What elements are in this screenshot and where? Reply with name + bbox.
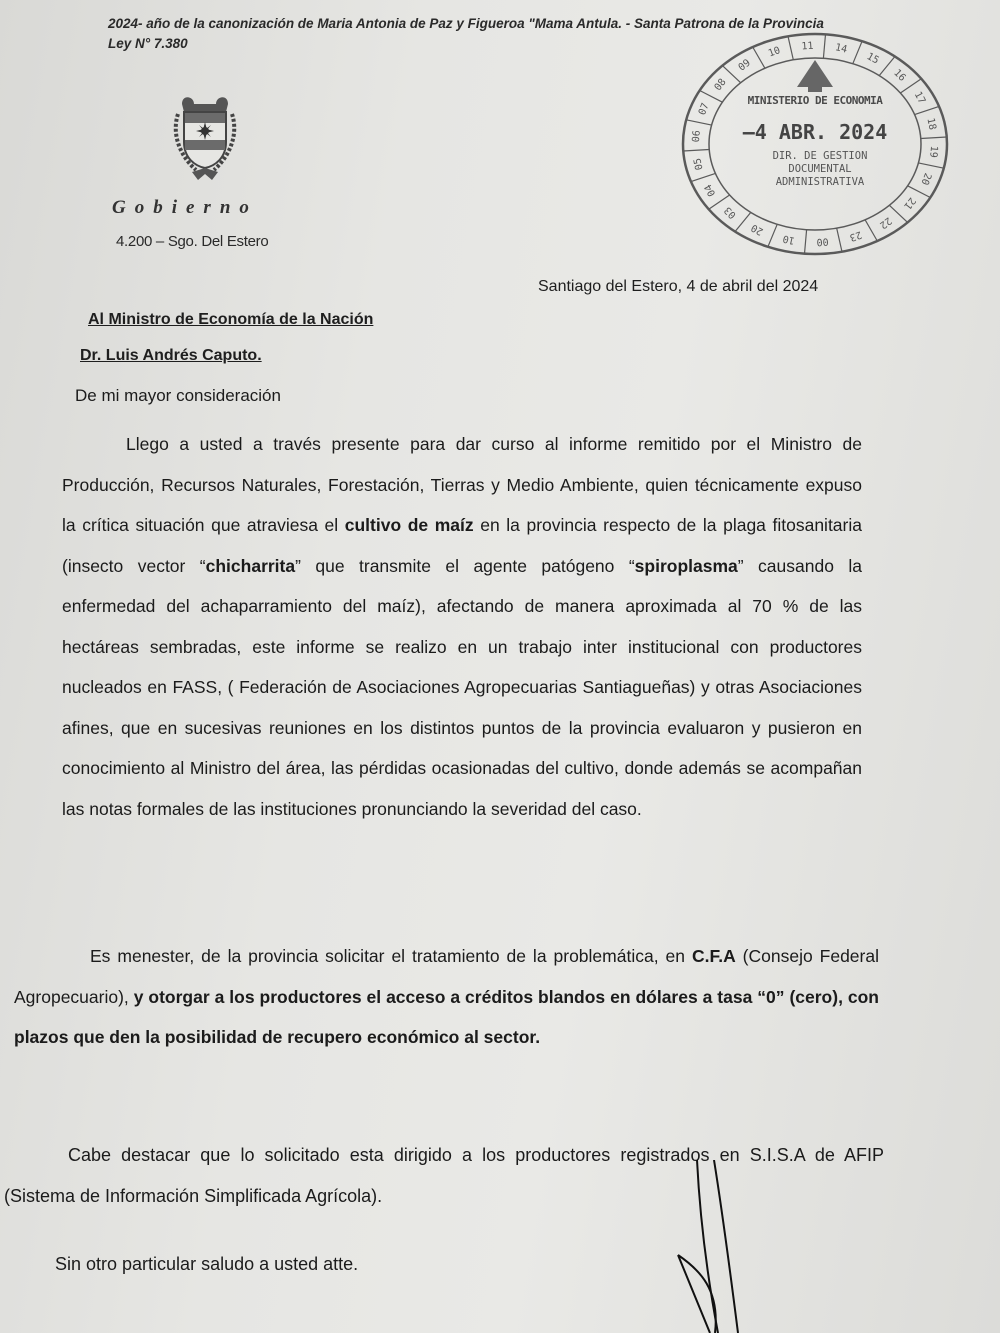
stamp-ring-divider bbox=[788, 36, 793, 60]
letter-date: Santiago del Estero, 4 de abril del 2024 bbox=[538, 278, 819, 295]
stamp-ring-number: 08 bbox=[712, 76, 729, 94]
handwritten-signature bbox=[660, 1160, 800, 1333]
stamp-ring-number: 00 bbox=[816, 235, 829, 248]
stamp-ministry: MINISTERIO DE ECONOMIA bbox=[747, 94, 883, 107]
stamp-ring-number: 22 bbox=[877, 214, 894, 231]
stamp-ring-number: 10 bbox=[766, 45, 783, 60]
p1-text-g: ” causando la enfermedad del achaparramiento del maíz), afectando de manera aproximada al 70 % de las hectáreas sembradas, este informe se realizo en un trabajo inter institucional con productores nucleados en FASS, ( Federación de Asociaciones Agropecuarias Santiagueñas) y otras Asociaciones afines, que en sucesivas reuniones en los distintos puntos de la provincia evaluaron y pusieron en conocimiento al Ministro del área, las pérdidas ocasionadas del cultivo, donde además se acompañan las notas formales de las instituciones pronunciando la severidad del caso. bbox=[62, 555, 862, 819]
stamp-ring-number: 23 bbox=[847, 228, 864, 243]
p3-text: Cabe destacar que lo solicitado esta dirigido a los productores registrados en S.I.S.A de AFIP (Sistema de Información Simplificada Agrícola). bbox=[4, 1145, 884, 1206]
stamp-ring-divider bbox=[768, 224, 777, 247]
stamp-ring-divider bbox=[853, 41, 862, 64]
stamp-ring-divider bbox=[865, 220, 877, 241]
stamp-ring-number: 16 bbox=[891, 67, 908, 84]
stamp-ring-divider bbox=[918, 163, 943, 168]
p2-text-a: Es menester, de la provincia solicitar el tratamiento de la problemática, en bbox=[90, 946, 692, 966]
stamp-ring-divider bbox=[691, 173, 715, 181]
p1-text-e: ” que transmite el agente patógeno “ bbox=[295, 555, 635, 576]
stamp-ring-divider bbox=[686, 120, 711, 125]
recipient-name: Dr. Luis Andrés Caputo. bbox=[80, 347, 262, 364]
stamp-ring-divider bbox=[805, 230, 807, 254]
stamp-ring-number: 05 bbox=[692, 156, 706, 172]
letterhead-title: Gobierno bbox=[112, 197, 258, 218]
stamp-ring-number: 20 bbox=[749, 221, 766, 237]
stamp-ring-divider bbox=[722, 66, 740, 83]
stamp-line-3: ADMINISTRATIVA bbox=[775, 176, 865, 188]
p1-bold-spiroplasma: spiroplasma bbox=[634, 555, 738, 576]
stamp-line-2: DOCUMENTAL bbox=[788, 163, 852, 175]
p1-text-a: Llego a usted a través presente para dar curso al informe remitido por el Ministro de Producción, Recursos Naturales, Forestación, Tierras y Medio Ambiente, quien técnicamente expuso la crítica situación que atraviesa el bbox=[62, 434, 862, 535]
stamp-ring-number: 19 bbox=[927, 145, 940, 159]
stamp-ring-number: 17 bbox=[911, 90, 928, 106]
stamp-ring-number: 14 bbox=[834, 42, 849, 56]
stamp-ring-number: 11 bbox=[801, 40, 814, 53]
stamp-ring-number: 10 bbox=[781, 232, 796, 246]
stamp-ring-number: 20 bbox=[918, 171, 934, 187]
p1-text-c: en la provincia respecto de la plaga fitosanitaria (insecto vector “ bbox=[62, 515, 862, 576]
stamp-ring-number: 06 bbox=[690, 129, 703, 143]
stamp-ring-divider bbox=[683, 150, 709, 152]
stamp-ring-divider bbox=[915, 106, 939, 114]
p2-text-c: (Consejo Federal Agropecuario), bbox=[14, 946, 879, 1007]
stamp-ring-number: 09 bbox=[736, 57, 753, 74]
stamp-ring-divider bbox=[823, 34, 825, 58]
paragraph-1 bbox=[62, 424, 862, 829]
p2-bold-cfa: C.F.A bbox=[691, 946, 736, 966]
stamp-date: –4 ABR. 2024 bbox=[742, 120, 888, 144]
coat-of-arms-icon bbox=[160, 92, 250, 187]
stamp-ring-number: 04 bbox=[702, 182, 719, 198]
stamp-ring-divider bbox=[921, 137, 947, 139]
p2-bold-request: y otorgar a los productores el acceso a créditos blandos en dólares a tasa “0” (cero), con plazos que den la posibilidad de recupero económico al sector. bbox=[14, 986, 879, 1047]
arrow-emblem-icon bbox=[797, 60, 833, 92]
letterhead-address: 4.200 – Sgo. Del Estero bbox=[116, 233, 269, 250]
stamp-ring bbox=[675, 32, 955, 262]
stamp-ring-divider bbox=[837, 228, 842, 252]
stamp-ring-number: 15 bbox=[864, 51, 881, 67]
stamp-ring-number: 21 bbox=[901, 194, 918, 212]
stamp-line-1: DIR. DE GESTION bbox=[772, 150, 868, 162]
closing-line: Sin otro particular saludo a usted atte. bbox=[55, 1254, 359, 1274]
stamp-ring-divider bbox=[889, 205, 907, 222]
paragraph-2 bbox=[14, 936, 879, 1058]
recipient-title: Al Ministro de Economía de la Nación bbox=[88, 311, 374, 328]
reception-stamp bbox=[675, 32, 955, 262]
salutation: De mi mayor consideración bbox=[75, 386, 281, 405]
stamp-ring-number: 03 bbox=[722, 204, 739, 221]
stamp-ring-number: 07 bbox=[696, 101, 712, 117]
p1-bold-cultivo: cultivo de maíz bbox=[344, 515, 474, 535]
stamp-ring-divider bbox=[753, 47, 765, 68]
p1-bold-chicharrita: chicharrita bbox=[205, 555, 296, 576]
commemorative-header: 2024- año de la canonización de Maria Antonia de Paz y Figueroa "Mama Antula. - Santa Patrona de la Provincia Ley N° 7.380 bbox=[108, 16, 824, 51]
stamp-ring-number: 18 bbox=[924, 116, 938, 132]
